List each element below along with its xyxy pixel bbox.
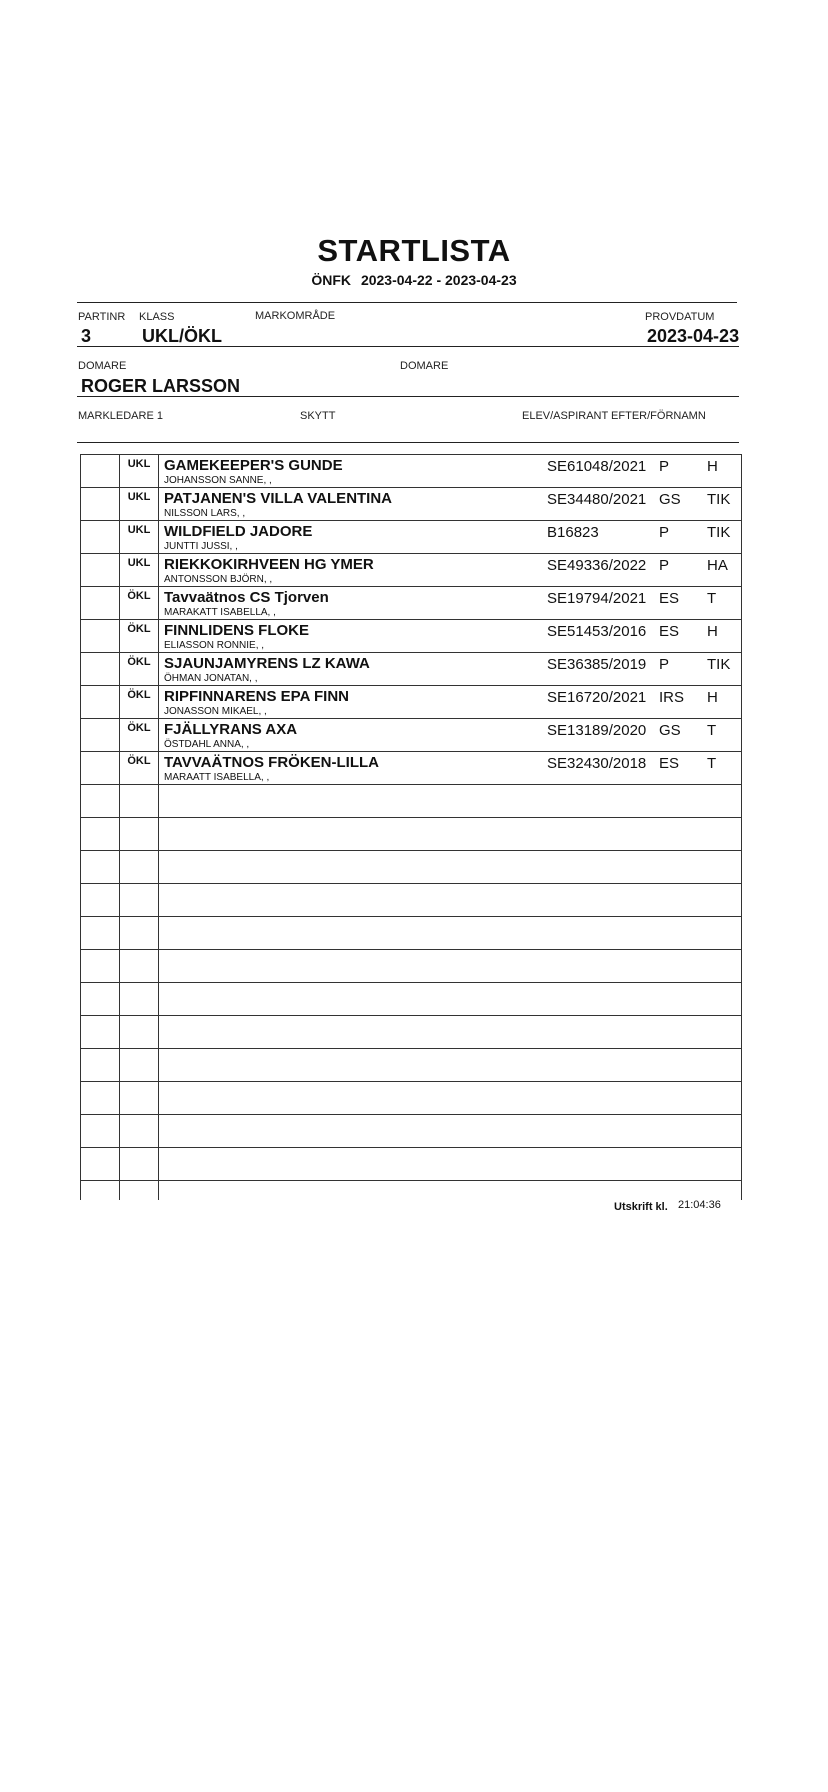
registration-number: SE19794/2021 bbox=[547, 590, 647, 607]
empty-cell bbox=[159, 983, 742, 1016]
empty-row bbox=[81, 851, 742, 884]
elev-label: ELEV/ASPIRANT EFTER/FÖRNAMN bbox=[522, 410, 706, 422]
breed-code: P bbox=[659, 557, 670, 574]
table-row bbox=[81, 455, 742, 488]
entry-class: ÖKL bbox=[127, 623, 151, 635]
empty-cell bbox=[120, 917, 159, 950]
empty-cell bbox=[81, 818, 120, 851]
table-row bbox=[81, 620, 742, 653]
owner-name: ÖHMAN JONATAN, , bbox=[164, 673, 258, 684]
dog-cell bbox=[159, 455, 742, 488]
markledare-label: MARKLEDARE 1 bbox=[78, 410, 163, 422]
breed-code: P bbox=[659, 656, 670, 673]
empty-row bbox=[81, 785, 742, 818]
registration-number: SE49336/2022 bbox=[547, 557, 647, 574]
empty-cell bbox=[120, 950, 159, 983]
empty-cell bbox=[81, 1148, 120, 1181]
dog-cell bbox=[159, 719, 742, 752]
dog-cell bbox=[159, 620, 742, 653]
sex-code: TIK bbox=[707, 524, 731, 541]
empty-cell bbox=[159, 1148, 742, 1181]
entry-class: ÖKL bbox=[127, 656, 151, 668]
event-dates: 2023-04-22 - 2023-04-23 bbox=[360, 272, 517, 288]
empty-cell bbox=[120, 1148, 159, 1181]
empty-cell bbox=[120, 1016, 159, 1049]
table-row bbox=[81, 686, 742, 719]
provdatum-value: 2023-04-23 bbox=[647, 326, 740, 346]
empty-cell bbox=[159, 818, 742, 851]
breed-code: IRS bbox=[659, 689, 685, 706]
registration-number: SE36385/2019 bbox=[547, 656, 647, 673]
dog-name: FINNLIDENS FLOKE bbox=[164, 622, 309, 639]
domare-label-2: DOMARE bbox=[400, 360, 449, 372]
empty-cell bbox=[120, 1181, 159, 1201]
dog-cell bbox=[159, 554, 742, 587]
print-time-label: Utskrift kl. bbox=[614, 1201, 668, 1213]
start-number-cell bbox=[81, 620, 120, 653]
empty-cell bbox=[81, 917, 120, 950]
class-cell bbox=[120, 587, 159, 620]
start-number-cell bbox=[81, 587, 120, 620]
start-number-cell bbox=[81, 719, 120, 752]
dog-name: WILDFIELD JADORE bbox=[164, 523, 313, 540]
empty-row bbox=[81, 950, 742, 983]
empty-cell bbox=[81, 950, 120, 983]
dog-name: SJAUNJAMYRENS LZ KAWA bbox=[164, 655, 370, 672]
divider bbox=[77, 302, 737, 303]
class-cell bbox=[120, 554, 159, 587]
empty-cell bbox=[159, 1049, 742, 1082]
empty-row bbox=[81, 1181, 742, 1201]
registration-number: SE51453/2016 bbox=[547, 623, 647, 640]
entry-class: ÖKL bbox=[127, 689, 151, 701]
breed-code: GS bbox=[659, 491, 681, 508]
empty-cell bbox=[81, 1049, 120, 1082]
divider bbox=[77, 396, 739, 397]
event-subtitle bbox=[0, 272, 828, 288]
entry-class: UKL bbox=[127, 557, 151, 569]
start-list-table bbox=[80, 454, 742, 1200]
class-cell bbox=[120, 455, 159, 488]
print-time: 21:04:36 bbox=[678, 1199, 721, 1211]
start-number-cell bbox=[81, 752, 120, 785]
empty-row bbox=[81, 917, 742, 950]
owner-name: JONASSON MIKAEL, , bbox=[164, 706, 267, 717]
domare-label: DOMARE bbox=[78, 360, 127, 372]
registration-number: SE32430/2018 bbox=[547, 755, 647, 772]
domare-value: ROGER LARSSON bbox=[81, 376, 241, 396]
entry-class: ÖKL bbox=[127, 755, 151, 767]
registration-number: SE16720/2021 bbox=[547, 689, 647, 706]
breed-code: GS bbox=[659, 722, 681, 739]
empty-cell bbox=[81, 983, 120, 1016]
start-number-cell bbox=[81, 521, 120, 554]
table-row bbox=[81, 554, 742, 587]
markomrade-label: MARKOMRÅDE bbox=[255, 310, 336, 322]
table-row bbox=[81, 488, 742, 521]
owner-name: MARAATT ISABELLA, , bbox=[164, 772, 270, 783]
empty-cell bbox=[81, 1115, 120, 1148]
dog-name: RIEKKOKIRHVEEN HG YMER bbox=[164, 556, 374, 573]
klass-label: KLASS bbox=[139, 311, 175, 323]
owner-name: JUNTTI JUSSI, , bbox=[164, 541, 238, 552]
owner-name: MARAKATT ISABELLA, , bbox=[164, 607, 276, 618]
entry-class: UKL bbox=[127, 458, 151, 470]
entry-class: UKL bbox=[127, 524, 151, 536]
dog-cell bbox=[159, 653, 742, 686]
breed-code: ES bbox=[659, 623, 680, 640]
empty-row bbox=[81, 1082, 742, 1115]
sex-code: TIK bbox=[707, 491, 731, 508]
class-cell bbox=[120, 686, 159, 719]
sex-code: H bbox=[707, 623, 718, 640]
empty-cell bbox=[120, 851, 159, 884]
dog-cell bbox=[159, 488, 742, 521]
divider bbox=[77, 346, 739, 347]
dog-name: FJÄLLYRANS AXA bbox=[164, 721, 298, 738]
start-number-cell bbox=[81, 686, 120, 719]
dog-cell bbox=[159, 752, 742, 785]
partinr-value: 3 bbox=[81, 326, 92, 346]
empty-row bbox=[81, 1148, 742, 1181]
breed-code: P bbox=[659, 458, 670, 475]
sex-code: T bbox=[707, 590, 717, 607]
table-row bbox=[81, 719, 742, 752]
breed-code: ES bbox=[659, 590, 680, 607]
table-row bbox=[81, 521, 742, 554]
dog-name: RIPFINNARENS EPA FINN bbox=[164, 688, 350, 705]
dog-name: GAMEKEEPER'S GUNDE bbox=[164, 457, 343, 474]
empty-row bbox=[81, 818, 742, 851]
empty-row bbox=[81, 1049, 742, 1082]
empty-cell bbox=[120, 1082, 159, 1115]
start-number-cell bbox=[81, 653, 120, 686]
start-number-cell bbox=[81, 455, 120, 488]
provdatum-label: PROVDATUM bbox=[645, 311, 715, 323]
dog-cell bbox=[159, 587, 742, 620]
start-number-cell bbox=[81, 554, 120, 587]
class-cell bbox=[120, 620, 159, 653]
class-cell bbox=[120, 521, 159, 554]
empty-cell bbox=[81, 884, 120, 917]
class-cell bbox=[120, 752, 159, 785]
empty-cell bbox=[81, 851, 120, 884]
empty-cell bbox=[159, 785, 742, 818]
empty-cell bbox=[159, 1016, 742, 1049]
owner-name: ANTONSSON BJÖRN, , bbox=[164, 574, 273, 585]
dog-name: TAVVAÄTNOS FRÖKEN-LILLA bbox=[164, 754, 379, 771]
entry-class: ÖKL bbox=[127, 590, 151, 602]
empty-cell bbox=[120, 785, 159, 818]
empty-cell bbox=[120, 884, 159, 917]
page-title: STARTLISTA bbox=[317, 233, 511, 268]
breed-code: P bbox=[659, 524, 670, 541]
empty-cell bbox=[81, 1181, 120, 1201]
dog-name: PATJANEN'S VILLA VALENTINA bbox=[164, 490, 393, 507]
empty-cell bbox=[120, 818, 159, 851]
table-row bbox=[81, 587, 742, 620]
empty-cell bbox=[159, 1082, 742, 1115]
dog-cell bbox=[159, 521, 742, 554]
empty-cell bbox=[81, 785, 120, 818]
partinr-label: PARTINR bbox=[78, 311, 126, 323]
empty-cell bbox=[81, 1082, 120, 1115]
empty-cell bbox=[81, 1016, 120, 1049]
class-cell bbox=[120, 488, 159, 521]
sex-code: H bbox=[707, 689, 718, 706]
table-row bbox=[81, 653, 742, 686]
skytt-label: SKYTT bbox=[300, 410, 336, 422]
empty-cell bbox=[159, 1115, 742, 1148]
sex-code: HA bbox=[707, 557, 728, 574]
table-row bbox=[81, 752, 742, 785]
empty-row bbox=[81, 983, 742, 1016]
empty-cell bbox=[159, 884, 742, 917]
empty-cell bbox=[120, 1049, 159, 1082]
empty-cell bbox=[120, 1115, 159, 1148]
empty-row bbox=[81, 884, 742, 917]
empty-row bbox=[81, 1115, 742, 1148]
sex-code: T bbox=[707, 722, 717, 739]
registration-number: SE13189/2020 bbox=[547, 722, 647, 739]
entry-class: ÖKL bbox=[127, 722, 151, 734]
registration-number: B16823 bbox=[547, 524, 599, 541]
klass-value: UKL/ÖKL bbox=[142, 326, 222, 346]
breed-code: ES bbox=[659, 755, 680, 772]
sex-code: TIK bbox=[707, 656, 731, 673]
empty-cell bbox=[120, 983, 159, 1016]
entry-class: UKL bbox=[127, 491, 151, 503]
sex-code: T bbox=[707, 755, 717, 772]
divider bbox=[77, 442, 739, 443]
owner-name: ELIASSON RONNIE, , bbox=[164, 640, 265, 651]
empty-row bbox=[81, 1016, 742, 1049]
start-number-cell bbox=[81, 488, 120, 521]
dog-name: Tavvaätnos CS Tjorven bbox=[164, 589, 329, 606]
dog-cell bbox=[159, 686, 742, 719]
owner-name: JOHANSSON SANNE, , bbox=[164, 475, 272, 486]
empty-cell bbox=[159, 950, 742, 983]
class-cell bbox=[120, 719, 159, 752]
club-name: ÖNFK bbox=[311, 272, 352, 288]
empty-cell bbox=[159, 851, 742, 884]
class-cell bbox=[120, 653, 159, 686]
empty-cell bbox=[159, 1181, 742, 1201]
sex-code: H bbox=[707, 458, 718, 475]
owner-name: NILSSON LARS, , bbox=[164, 508, 246, 519]
owner-name: ÖSTDAHL ANNA, , bbox=[164, 739, 250, 750]
empty-cell bbox=[159, 917, 742, 950]
registration-number: SE61048/2021 bbox=[547, 458, 647, 475]
registration-number: SE34480/2021 bbox=[547, 491, 647, 508]
